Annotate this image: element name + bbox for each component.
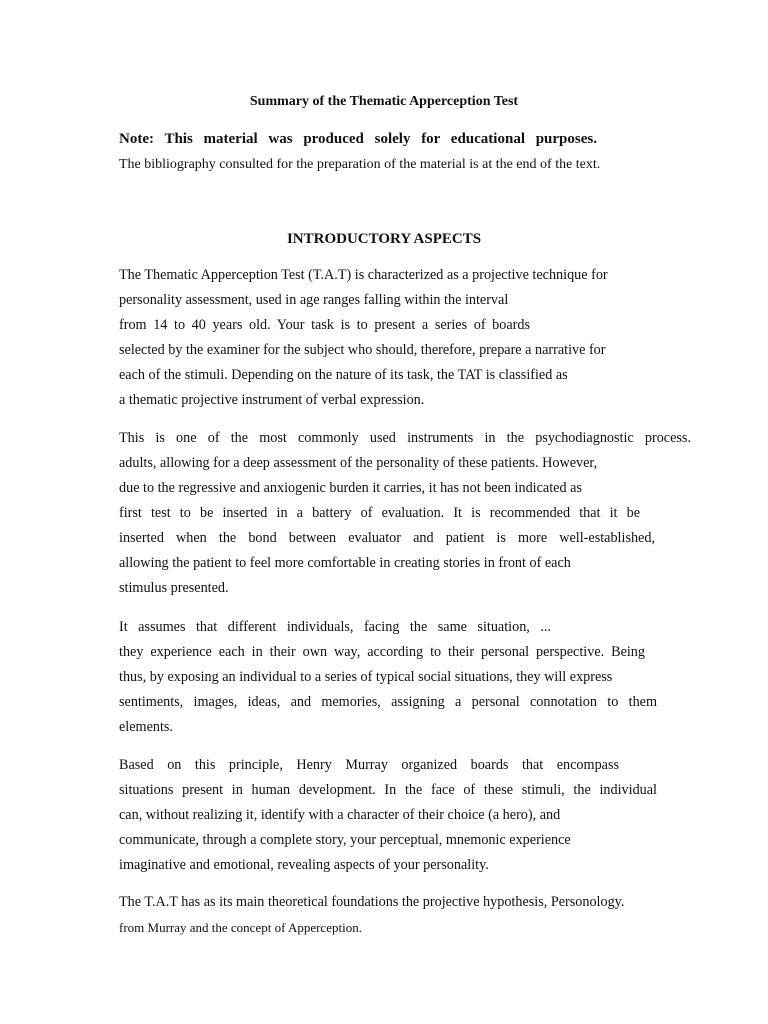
paragraph-line: Based on this principle, Henry Murray organized boards that encompass — [119, 757, 619, 773]
paragraph-line: each of the stimuli. Depending on the nature of its task, the TAT is classified as — [119, 367, 568, 383]
educational-note: Note: This material was produced solely for educational purposes. — [119, 131, 597, 147]
paragraph-line: allowing the patient to feel more comfortable in creating stories in front of each — [119, 555, 571, 571]
paragraph-line: first test to be inserted in a battery of evaluation. It is recommended that it be — [119, 505, 640, 521]
paragraph-line: communicate, through a complete story, your perceptual, mnemonic experience — [119, 832, 571, 848]
paragraph-line: a thematic projective instrument of verbal expression. — [119, 392, 425, 408]
paragraph-line: from Murray and the concept of Apperception. — [119, 920, 362, 935]
bibliography-note: The bibliography consulted for the preparation of the material is at the end of the text. — [119, 157, 601, 172]
paragraph-3 — [119, 615, 691, 740]
paragraph-line: adults, allowing for a deep assessment of the personality of these patients. However, — [119, 455, 598, 471]
paragraph-line: personality assessment, used in age ranges falling within the interval — [119, 292, 509, 308]
paragraph-line: stimulus presented. — [119, 580, 229, 596]
paragraph-line: sentiments, images, ideas, and memories, assigning a personal connotation to them — [119, 694, 657, 710]
section-heading: INTRODUCTORY ASPECTS — [286, 231, 482, 247]
paragraph-4 — [119, 753, 691, 878]
paragraph-line: thus, by exposing an individual to a series of typical social situations, they will express — [119, 669, 613, 685]
paragraph-line: they experience each in their own way, according to their personal perspective. Being — [119, 644, 645, 660]
paragraph-line: situations present in human development. In the face of these stimuli, the individual — [119, 782, 657, 798]
paragraph-1 — [119, 263, 691, 413]
paragraph-line: inserted when the bond between evaluator and patient is more well-established, — [119, 530, 655, 546]
paragraph-line: elements. — [119, 719, 173, 735]
paragraph-line: can, without realizing it, identify with a character of their choice (a hero), and — [119, 807, 561, 823]
paragraph-line: selected by the examiner for the subject who should, therefore, prepare a narrative for — [119, 342, 606, 358]
paragraph-line: The Thematic Apperception Test (T.A.T) is characterized as a projective technique for — [119, 267, 608, 283]
paragraph-line: The T.A.T has as its main theoretical foundations the projective hypothesis, Personology. — [119, 894, 625, 910]
paragraph-line: due to the regressive and anxiogenic burden it carries, it has not been indicated as — [119, 480, 582, 496]
paragraph-2 — [119, 426, 691, 601]
paragraph-line: It assumes that different individuals, facing the same situation, ... — [119, 619, 551, 635]
document-title: Summary of the Thematic Apperception Test — [249, 94, 519, 109]
paragraph-line: imaginative and emotional, revealing aspects of your personality. — [119, 857, 489, 873]
paragraph-5 — [119, 890, 691, 940]
paragraph-line: This is one of the most commonly used instruments in the psychodiagnostic process. — [119, 430, 691, 446]
paragraph-line: from 14 to 40 years old. Your task is to present a series of boards — [119, 317, 530, 333]
